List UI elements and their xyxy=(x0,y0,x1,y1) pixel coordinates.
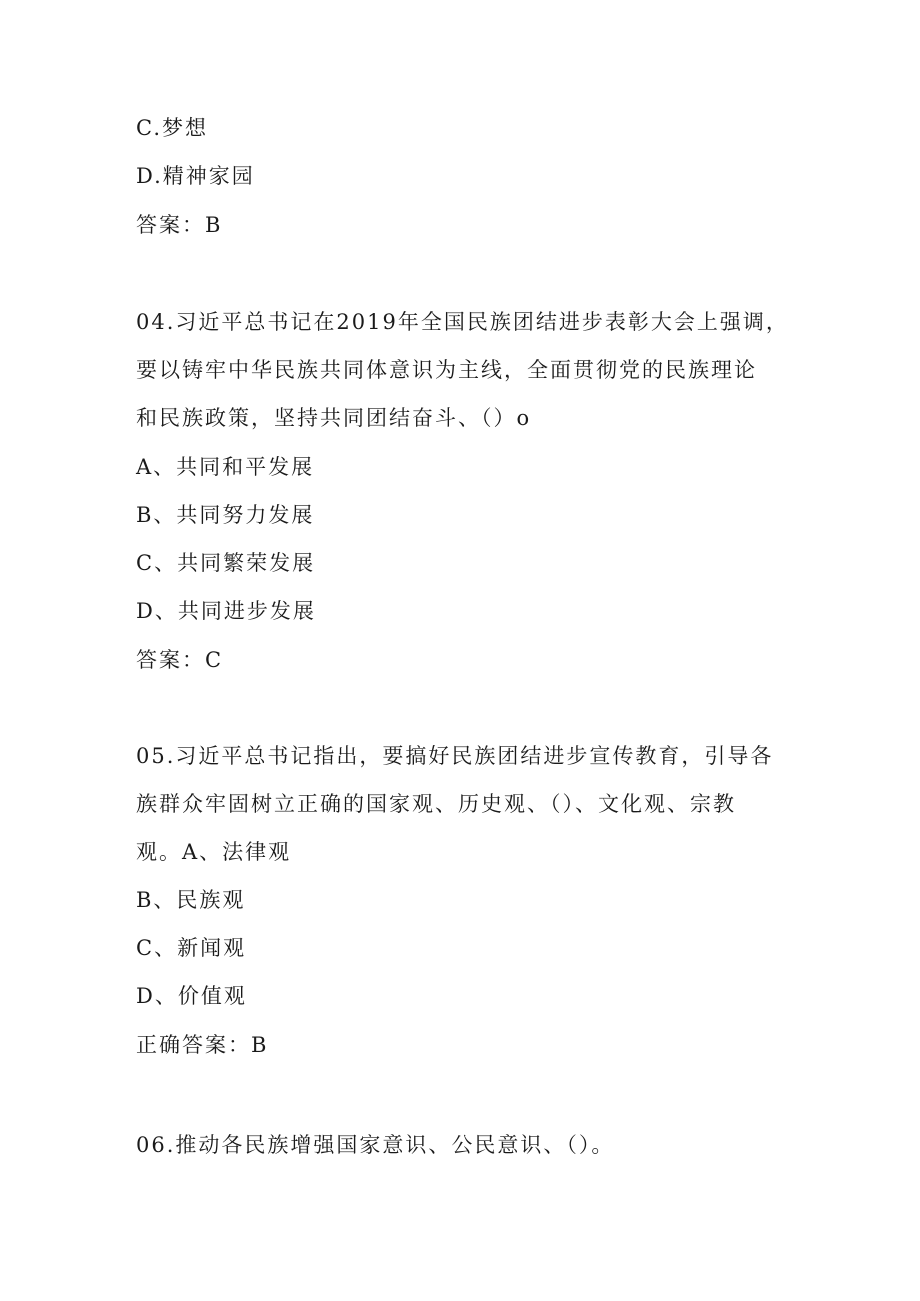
q04-option-c: C、共同繁荣发展 xyxy=(136,551,316,575)
q04-option-d: D、共同进步发展 xyxy=(136,599,316,623)
q04-answer: 答案：C xyxy=(136,648,224,672)
q03-option-d: D.精神家园 xyxy=(136,164,255,188)
q05-stem-line-1: 05.习近平总书记指出，要搞好民族团结进步宣传教育，引导各 xyxy=(136,744,774,768)
q05-option-c: C、新闻观 xyxy=(136,936,247,960)
q04-stem-line-3: 和民族政策，坚持共同团结奋斗、（）o xyxy=(136,406,532,430)
q04-option-a: A、共同和平发展 xyxy=(136,455,315,479)
q05-stem-line-3: 观。A、法律观 xyxy=(136,840,292,864)
q03-option-c: C.梦想 xyxy=(136,116,208,140)
q04-stem-line-2: 要以铸牢中华民族共同体意识为主线，全面贯彻党的民族理论 xyxy=(136,358,757,382)
q03-answer: 答案：B xyxy=(136,213,223,237)
q05-option-d: D、价值观 xyxy=(136,984,247,1008)
q04-stem-line-1: 04.习近平总书记在2019年全国民族团结进步表彰大会上强调， xyxy=(136,310,789,334)
q05-answer: 正确答案：B xyxy=(136,1033,269,1057)
q06-stem-line-1: 06.推动各民族增强国家意识、公民意识、（）。 xyxy=(136,1133,615,1157)
q05-option-b: B、民族观 xyxy=(136,888,246,912)
q05-stem-line-2: 族群众牢固树立正确的国家观、历史观、（）、文化观、宗教 xyxy=(136,792,736,816)
q04-option-b: B、共同努力发展 xyxy=(136,503,315,527)
